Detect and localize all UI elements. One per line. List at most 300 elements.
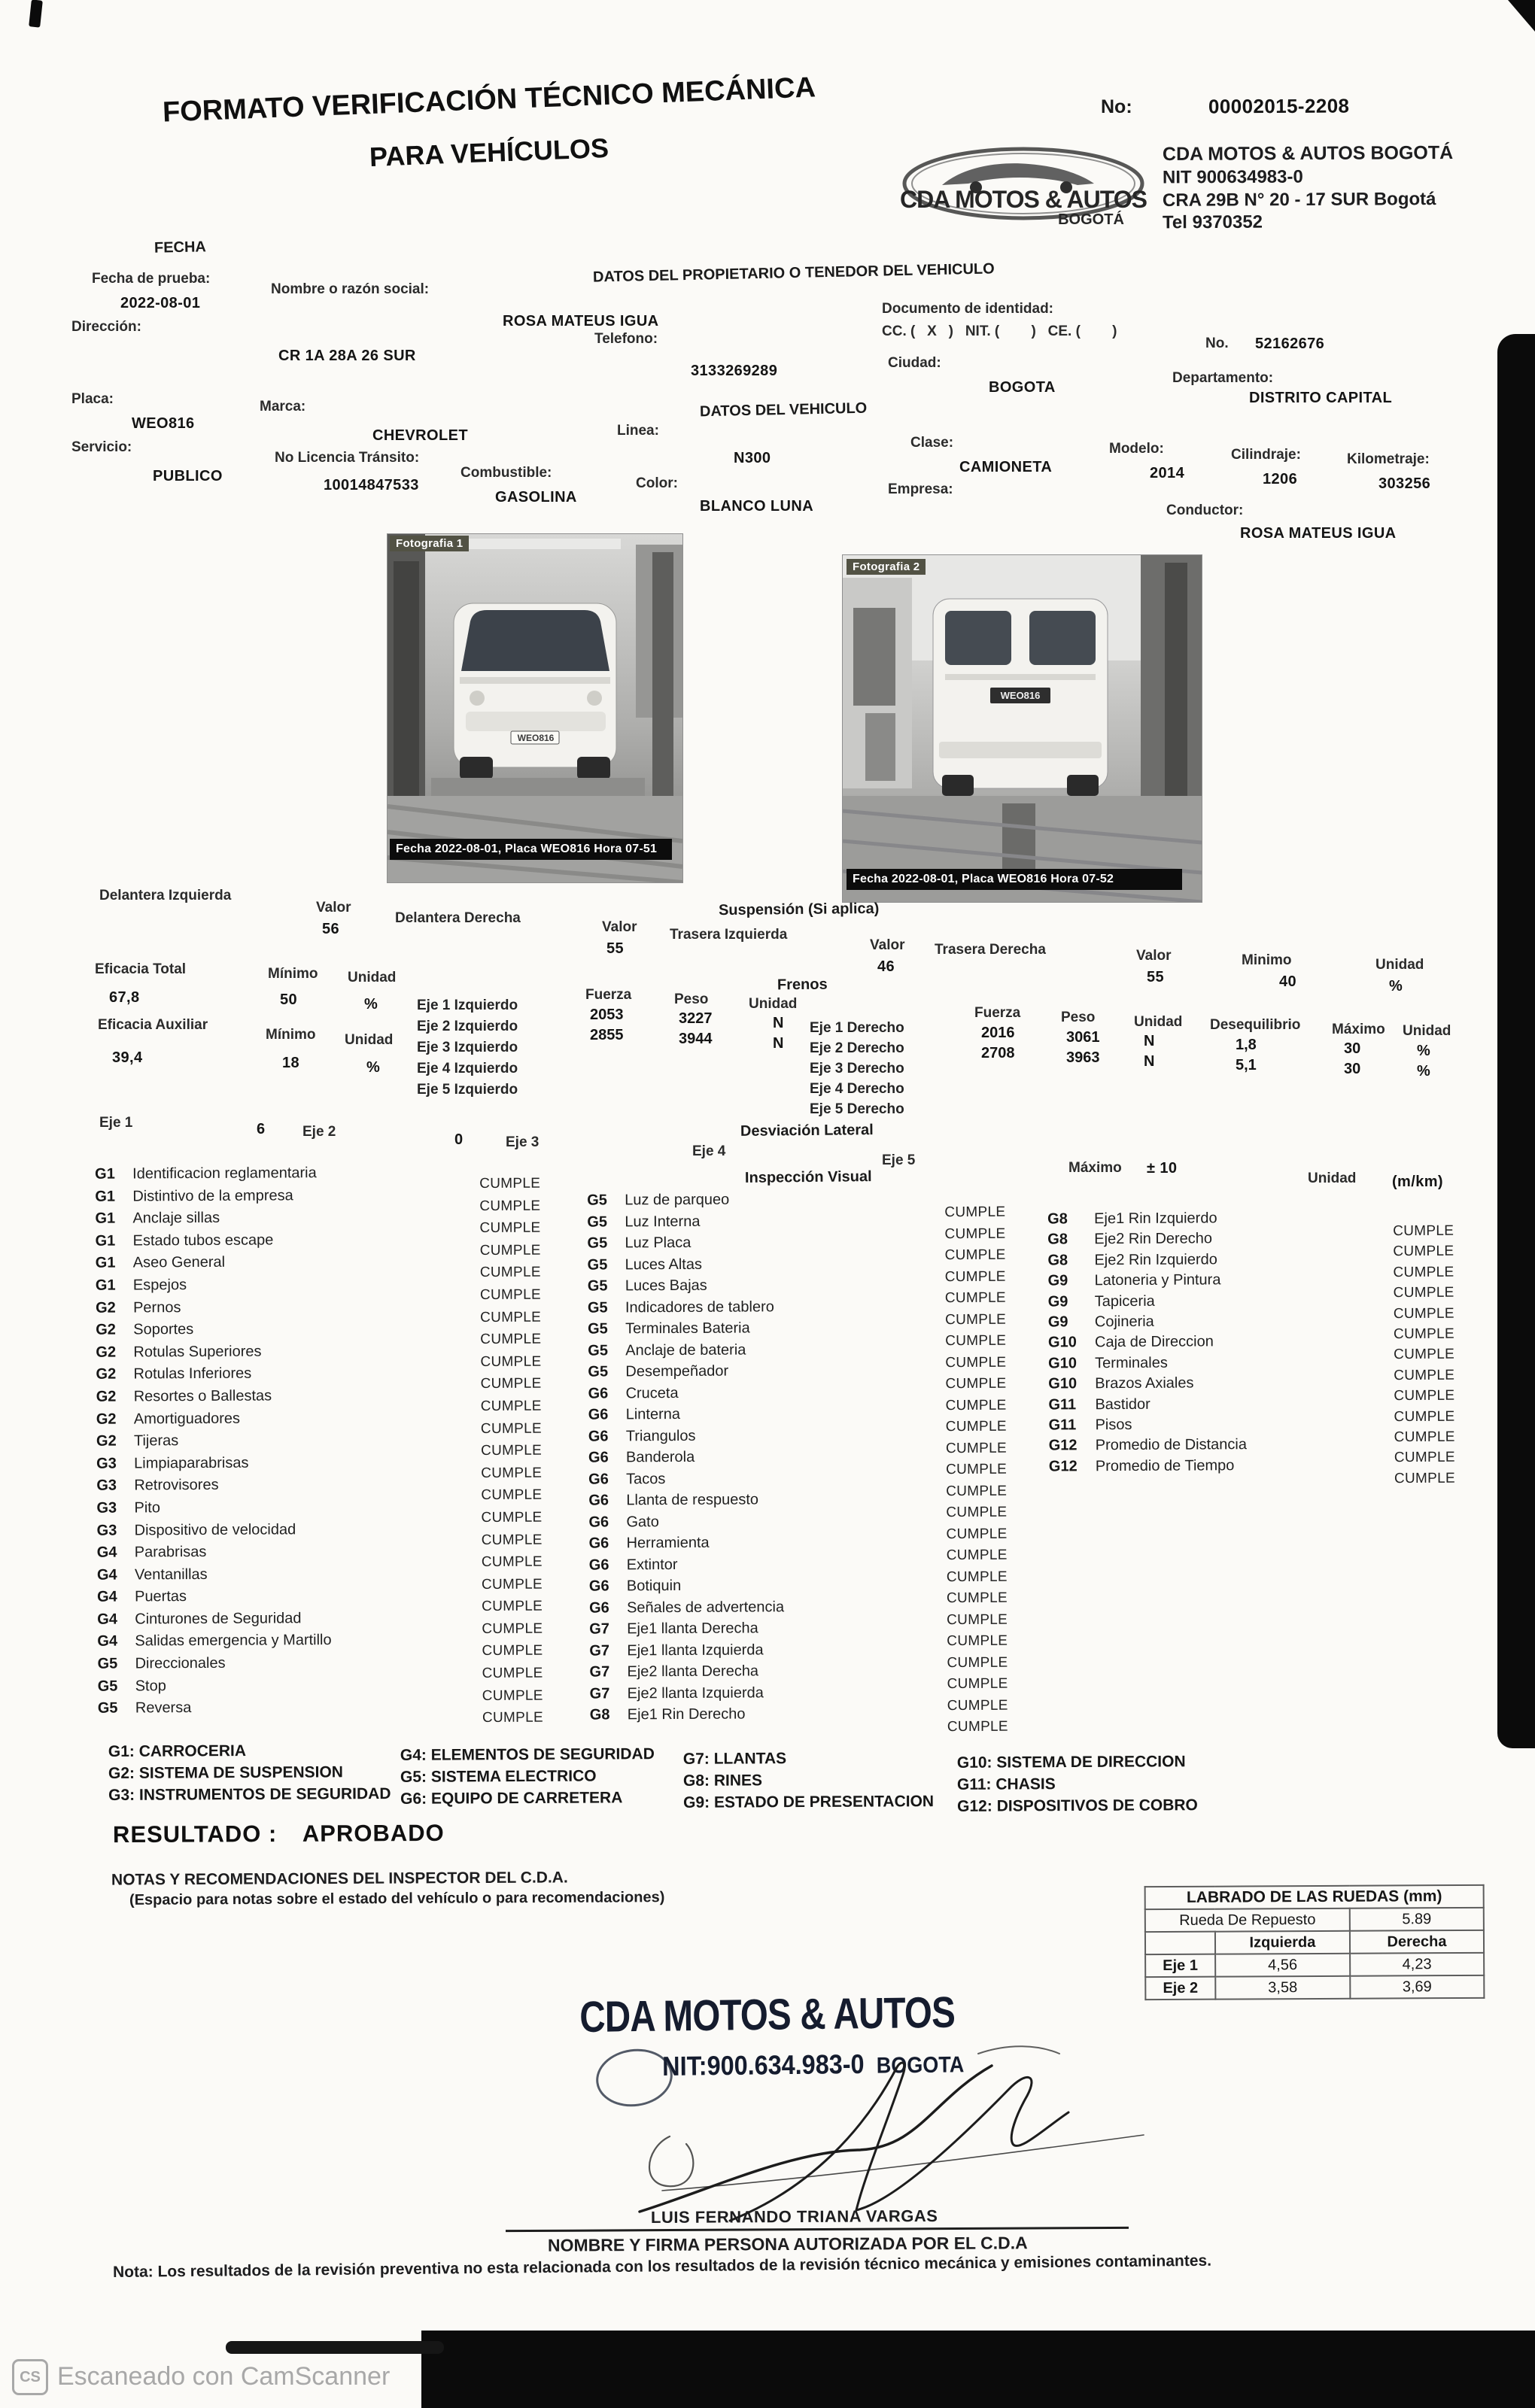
- brakes-unidad2-label: Unidad: [1403, 1023, 1451, 1039]
- inspection-item-label: Indicadores de tablero: [625, 1298, 774, 1316]
- company-phone: Tel 9370352: [1162, 211, 1263, 233]
- company-nit: NIT 900634983-0: [1162, 166, 1303, 188]
- desequilibrio-values: [1236, 1037, 1257, 1077]
- inspection-code: G2: [96, 1410, 117, 1428]
- deviation-title: Desviación Lateral: [740, 1122, 874, 1140]
- inspection-status: CUMPLE: [946, 1547, 1008, 1564]
- inspection-status: CUMPLE: [482, 1709, 543, 1726]
- tread-spare-label: Rueda De Repuesto: [1145, 1908, 1350, 1932]
- inspection-item-label: Rotulas Inferiores: [133, 1365, 252, 1383]
- logo-car-silhouette: [942, 163, 1094, 185]
- inspection-status: CUMPLE: [1394, 1367, 1455, 1383]
- inspection-status: CUMPLE: [481, 1442, 543, 1459]
- inspection-row: [587, 1254, 1054, 1285]
- inspection-item-label: Terminales: [1095, 1354, 1168, 1371]
- inspection-code: G1: [95, 1254, 116, 1272]
- deviation-eje1-label: Eje 1: [99, 1115, 133, 1131]
- inspection-item-label: Luces Altas: [625, 1256, 702, 1273]
- right-fuerza-1: 2016: [981, 1025, 1015, 1041]
- suspension-fr-label: Delantera Derecha: [395, 910, 521, 926]
- legend-item: G12: DISPOSITIVOS DE COBRO: [957, 1796, 1198, 1815]
- inspection-row: [587, 1297, 1054, 1328]
- inspection-status: CUMPLE: [944, 1247, 1006, 1264]
- inspection-code: G5: [587, 1256, 608, 1274]
- right-axle-list: [810, 1020, 904, 1122]
- inspection-item-label: Pisos: [1095, 1416, 1132, 1434]
- inspection-code: G3: [96, 1455, 117, 1472]
- conductor-value: ROSA MATEUS IGUA: [1240, 525, 1397, 542]
- telefono-value: 3133269289: [691, 363, 778, 379]
- inspection-status: CUMPLE: [480, 1398, 542, 1414]
- left-unidad-2: N: [773, 1035, 784, 1052]
- inspection-row: [95, 1207, 591, 1237]
- axle-label: Eje 3 Izquierdo: [417, 1040, 518, 1055]
- inspection-code: G6: [588, 1556, 609, 1574]
- inspection-code: G6: [588, 1535, 609, 1552]
- inspection-row: [96, 1453, 593, 1481]
- inspection-code: G12: [1048, 1437, 1078, 1454]
- ciudad-label: Ciudad:: [888, 355, 941, 371]
- brakes-maximo-label: Máximo: [1332, 1022, 1385, 1037]
- inspection-item-label: Amortiguadores: [133, 1410, 241, 1427]
- inspection-status: CUMPLE: [1393, 1222, 1454, 1240]
- inspection-status: CUMPLE: [946, 1590, 1008, 1607]
- documento-no-label: No.: [1205, 336, 1229, 351]
- inspection-row: [96, 1541, 594, 1571]
- ea-minimo-value: 18: [282, 1055, 300, 1071]
- combustible-label: Combustible:: [460, 465, 552, 481]
- inspection-status: CUMPLE: [479, 1219, 541, 1237]
- inspection-code: G6: [588, 1427, 609, 1445]
- inspection-row: [587, 1211, 1053, 1242]
- inspection-status: CUMPLE: [481, 1486, 543, 1504]
- inspection-row: [95, 1186, 591, 1214]
- inspection-code: G2: [96, 1344, 117, 1361]
- owner-section-title: DATOS DEL PROPIETARIO O TENEDOR DEL VEHICULO: [592, 260, 995, 286]
- direccion-value: CR 1A 28A 26 SUR: [278, 348, 416, 364]
- inspection-item-label: Latoneria y Pintura: [1094, 1271, 1221, 1289]
- inspection-row: [96, 1520, 594, 1548]
- placa-label: Placa:: [71, 391, 114, 407]
- inspection-item-label: Promedio de Distancia: [1095, 1436, 1247, 1454]
- direccion-label: Dirección:: [71, 319, 141, 335]
- departamento-value: DISTRITO CAPITAL: [1249, 390, 1393, 406]
- legend-item: G3: INSTRUMENTOS DE SEGURIDAD: [108, 1785, 391, 1804]
- left-fuerza-label: Fuerza: [585, 987, 632, 1003]
- inspection-code: G6: [588, 1449, 609, 1466]
- inspection-item-label: Parabrisas: [134, 1544, 207, 1561]
- axle-label: Eje 1 Izquierdo: [417, 998, 518, 1013]
- left-axle-list: [417, 998, 518, 1103]
- suspension-unidad-label: Unidad: [1375, 957, 1424, 973]
- left-fuerza-2: 2855: [590, 1027, 624, 1043]
- inspection-code: G1: [95, 1188, 116, 1205]
- tread-eje2-left: 3,58: [1215, 1976, 1350, 2000]
- inspection-status: CUMPLE: [482, 1643, 543, 1659]
- photo1-illustration: [388, 534, 682, 882]
- inspection-status: CUMPLE: [481, 1532, 543, 1548]
- inspection-code: G5: [588, 1320, 608, 1338]
- inspection-item-label: Resortes o Ballestas: [133, 1387, 272, 1405]
- inspection-item-label: Soportes: [133, 1321, 194, 1338]
- inspection-status: CUMPLE: [1394, 1408, 1455, 1425]
- deviation-unidad-value: (m/km): [1392, 1174, 1443, 1190]
- inspection-item-label: Espejos: [132, 1277, 187, 1294]
- inspection-code: G4: [97, 1633, 118, 1650]
- tread-header-right: Derecha: [1350, 1930, 1484, 1954]
- inspection-status: CUMPLE: [481, 1465, 543, 1481]
- inspection-status: CUMPLE: [947, 1654, 1008, 1671]
- departamento-label: Departamento:: [1172, 370, 1274, 386]
- signature-strokes: [617, 2031, 1174, 2234]
- axle-label: Eje 1 Derecho: [810, 1020, 904, 1036]
- inspection-code: G4: [96, 1544, 117, 1561]
- licencia-value: 10014847533: [324, 477, 419, 493]
- inspection-item-label: Llanta de respuesto: [626, 1491, 759, 1509]
- deviation-eje4-label: Eje 4: [692, 1143, 726, 1159]
- inspection-item-label: Tapiceria: [1094, 1292, 1155, 1310]
- legend-item: G2: SISTEMA DE SUSPENSION: [108, 1763, 343, 1782]
- inspection-column-2: [587, 1189, 1056, 1735]
- inspection-item-label: Gato: [626, 1513, 659, 1530]
- inspection-code: G5: [587, 1298, 608, 1316]
- inspection-status: CUMPLE: [481, 1509, 543, 1526]
- inspection-status: CUMPLE: [480, 1353, 542, 1370]
- inspection-code: G6: [588, 1599, 609, 1617]
- document-number-label: No:: [1101, 96, 1132, 117]
- inspection-status: CUMPLE: [480, 1309, 542, 1325]
- combustible-value: GASOLINA: [495, 489, 577, 506]
- linea-value: N300: [734, 450, 771, 466]
- eficacia-total-value: 67,8: [109, 989, 140, 1006]
- axle-label: Eje 5 Izquierdo: [417, 1082, 518, 1098]
- documento-numero: 52162676: [1255, 336, 1325, 352]
- inspection-code: G2: [95, 1299, 116, 1316]
- legend-item: G10: SISTEMA DE DIRECCION: [956, 1753, 1186, 1772]
- vehicle-photo-front: [387, 533, 683, 883]
- suspension-rl-label: Trasera Izquierda: [670, 927, 788, 943]
- tread-header-row: [1145, 1930, 1484, 1954]
- suspension-rr-value: 55: [1147, 969, 1165, 985]
- axle-label: Eje 4 Derecho: [810, 1081, 904, 1097]
- inspection-row: [589, 1704, 1056, 1735]
- legend-column-4: [957, 1753, 1198, 1820]
- tread-spare-value: 5.89: [1350, 1908, 1484, 1931]
- ea-unidad-label: Unidad: [345, 1032, 394, 1048]
- eficacia-auxiliar-value: 39,4: [112, 1049, 143, 1066]
- legend-item: G6: EQUIPO DE CARRETERA: [400, 1789, 623, 1808]
- legend-item: G1: CARROCERIA: [108, 1742, 247, 1760]
- company-logo: [897, 146, 1153, 229]
- ciudad-value: BOGOTA: [989, 379, 1056, 396]
- suspension-title: Suspensión (Si aplica): [718, 900, 880, 919]
- suspension-minimo-value: 40: [1279, 973, 1297, 990]
- inspection-code: G6: [588, 1513, 609, 1531]
- inspection-item-label: Anclaje sillas: [132, 1210, 220, 1227]
- inspection-item-label: Tacos: [626, 1470, 666, 1487]
- inspection-item-label: Stop: [135, 1677, 166, 1695]
- inspection-status: CUMPLE: [945, 1418, 1007, 1435]
- marca-label: Marca:: [260, 399, 306, 414]
- fecha-prueba-label: Fecha de prueba:: [92, 271, 211, 287]
- fecha-header: FECHA: [154, 238, 207, 257]
- licencia-label: No Licencia Tránsito:: [275, 450, 420, 466]
- tread-title: LABRADO DE LAS RUEDAS (mm): [1145, 1885, 1484, 1909]
- kilometraje-value: 303256: [1378, 475, 1431, 492]
- documento-label: Documento de identidad:: [882, 301, 1053, 317]
- legend-item: G8: RINES: [682, 1772, 763, 1790]
- inspection-row: [96, 1319, 592, 1348]
- inspection-item-label: Dispositivo de velocidad: [134, 1520, 296, 1538]
- inspection-status: CUMPLE: [1394, 1387, 1455, 1404]
- inspection-status: CUMPLE: [482, 1598, 543, 1615]
- inspection-code: G1: [95, 1232, 116, 1250]
- camscanner-icon-text: CS: [20, 2368, 41, 2385]
- suspension-minimo-label: Minimo: [1242, 952, 1292, 968]
- tread-table: [1144, 1884, 1485, 2000]
- deviation-unidad-label: Unidad: [1308, 1171, 1357, 1186]
- inspection-code: G9: [1047, 1272, 1068, 1289]
- inspection-row: [95, 1297, 592, 1325]
- left-peso-values: [679, 1010, 713, 1051]
- desequilibrio-1: 1,8: [1236, 1037, 1257, 1053]
- inspection-code: G4: [96, 1566, 117, 1584]
- left-peso-1: 3227: [679, 1010, 713, 1027]
- inspection-row: [588, 1554, 1056, 1585]
- notes-hint: (Espacio para notas sobre el estado del vehículo o para recomendaciones): [129, 1889, 665, 1908]
- cilindraje-label: Cilindraje:: [1231, 447, 1301, 463]
- inspection-code: G8: [1047, 1252, 1068, 1269]
- inspection-item-label: Eje1 Rin Izquierdo: [1094, 1210, 1217, 1228]
- legend-column-3: [683, 1749, 934, 1816]
- deviation-eje3-label: Eje 3: [506, 1134, 540, 1150]
- inspection-code: G4: [97, 1611, 117, 1628]
- inspection-code: G2: [96, 1432, 117, 1450]
- deviation-maximo-label: Máximo: [1068, 1160, 1122, 1176]
- deviation-eje2-value: 0: [454, 1131, 464, 1148]
- inspection-row: [588, 1597, 1056, 1628]
- deviation-eje1-value: 6: [257, 1121, 266, 1137]
- right-peso-1: 3061: [1066, 1029, 1100, 1046]
- inspection-code: G7: [589, 1641, 610, 1659]
- fecha-prueba-value: 2022-08-01: [120, 295, 201, 311]
- servicio-value: PUBLICO: [153, 468, 223, 484]
- deviation-eje5-label: Eje 5: [882, 1152, 916, 1168]
- tread-title-row: [1145, 1885, 1484, 1909]
- signer-name: LUIS FERNANDO TRIANA VARGAS: [650, 2206, 938, 2227]
- inspection-item-label: Tijeras: [133, 1432, 179, 1450]
- inspection-status: CUMPLE: [479, 1242, 541, 1259]
- inspection-code: G3: [96, 1477, 117, 1495]
- tread-eje1-label: Eje 1: [1145, 1954, 1215, 1977]
- marca-value: CHEVROLET: [372, 427, 468, 444]
- axle-label: Eje 3 Derecho: [810, 1061, 904, 1076]
- inspection-row: [97, 1675, 594, 1704]
- modelo-label: Modelo:: [1109, 441, 1164, 457]
- inspection-item-label: Reversa: [135, 1699, 192, 1717]
- inspection-item-label: Retrovisores: [134, 1477, 219, 1494]
- suspension-fr-value: 55: [606, 940, 625, 957]
- inspection-item-label: Pernos: [132, 1298, 181, 1316]
- suspension-valor-label-1: Valor: [316, 900, 351, 916]
- result-label: RESULTADO :: [112, 1820, 278, 1848]
- inspection-row: [97, 1608, 594, 1637]
- inspection-row: [96, 1564, 594, 1593]
- inspection-row: [588, 1468, 1055, 1499]
- inspection-code: G9: [1047, 1292, 1068, 1310]
- inspection-row: [96, 1475, 593, 1504]
- notes-title: NOTAS Y RECOMENDACIONES DEL INSPECTOR DEL C.D.A.: [111, 1869, 568, 1889]
- inspection-status: CUMPLE: [1393, 1264, 1454, 1280]
- signer-role: NOMBRE Y FIRMA PERSONA AUTORIZADA POR EL C.D.A: [547, 2233, 1028, 2255]
- conductor-label: Conductor:: [1166, 503, 1244, 518]
- inspection-code: G1: [95, 1165, 115, 1183]
- brakes-unidad2-1: %: [1417, 1043, 1430, 1059]
- inspection-status: CUMPLE: [947, 1718, 1008, 1735]
- right-unidad-values: [1144, 1033, 1154, 1073]
- left-peso-2: 3944: [679, 1031, 713, 1047]
- inspection-code: G2: [96, 1321, 116, 1338]
- inspection-code: G7: [589, 1663, 610, 1681]
- tread-eje2-label: Eje 2: [1145, 1977, 1215, 2000]
- inspection-code: G10: [1048, 1375, 1078, 1392]
- inspection-code: G5: [97, 1699, 118, 1717]
- axle-label: Eje 4 Izquierdo: [417, 1061, 518, 1076]
- inspection-item-label: Aseo General: [132, 1254, 226, 1271]
- inspection-code: G6: [588, 1406, 609, 1423]
- ea-unidad-value: %: [366, 1059, 381, 1076]
- desequilibrio-2: 5,1: [1236, 1057, 1257, 1073]
- inspection-status: CUMPLE: [482, 1620, 543, 1637]
- cilindraje-value: 1206: [1263, 471, 1298, 487]
- inspection-status: CUMPLE: [944, 1225, 1006, 1242]
- inspection-item-label: Estado tubos escape: [132, 1231, 274, 1250]
- scan-bottom-smear: [226, 2341, 444, 2354]
- brakes-title: Frenos: [777, 976, 828, 994]
- inspection-code: G8: [1047, 1210, 1068, 1228]
- inspection-status: CUMPLE: [479, 1198, 541, 1214]
- suspension-fl-label: Delantera Izquierda: [99, 888, 232, 903]
- inspection-status: CUMPLE: [946, 1483, 1008, 1499]
- legend-column-2: [400, 1745, 655, 1812]
- inspection-code: G1: [95, 1210, 116, 1227]
- inspection-status: CUMPLE: [944, 1289, 1006, 1307]
- legend-column-1: [108, 1741, 391, 1808]
- inspection-row: [97, 1698, 594, 1726]
- inspection-code: G7: [589, 1620, 609, 1638]
- inspection-status: CUMPLE: [479, 1286, 542, 1304]
- inspection-code: G3: [96, 1499, 117, 1517]
- inspection-status: CUMPLE: [945, 1397, 1007, 1414]
- inspection-row: [97, 1653, 594, 1682]
- inspection-item-label: Extintor: [626, 1556, 678, 1573]
- inspection-status: CUMPLE: [1393, 1305, 1454, 1322]
- inspection-item-label: Eje1 Rin Derecho: [627, 1705, 746, 1723]
- placa-value: WEO816: [132, 415, 195, 432]
- inspection-item-label: Banderola: [625, 1448, 695, 1466]
- brakes-maximo-1: 30: [1344, 1040, 1361, 1057]
- svg-text:WEO816: WEO816: [517, 733, 555, 743]
- ea-minimo-label: Mínimo: [266, 1027, 316, 1043]
- right-fuerza-label: Fuerza: [974, 1005, 1021, 1021]
- inspection-row: [97, 1587, 594, 1615]
- camscanner-icon: [12, 2359, 48, 2395]
- legend-item: G9: ESTADO DE PRESENTACION: [683, 1793, 935, 1811]
- inspection-row: [95, 1274, 592, 1304]
- inspection-item-label: Eje2 Rin Izquierdo: [1094, 1251, 1217, 1268]
- tread-row-eje2: [1145, 1975, 1484, 2000]
- inspection-item-label: Señales de advertencia: [626, 1598, 785, 1616]
- inspection-status: CUMPLE: [946, 1461, 1008, 1478]
- company-address: CRA 29B N° 20 - 17 SUR Bogotá: [1162, 189, 1436, 211]
- inspection-code: G7: [589, 1684, 610, 1702]
- inspection-code: G3: [96, 1522, 117, 1539]
- inspection-code: G5: [587, 1192, 607, 1209]
- inspection-code: G8: [1047, 1231, 1068, 1248]
- document-title-line2: PARA VEHÍCULOS: [369, 132, 609, 173]
- right-unidad-1: N: [1144, 1033, 1155, 1049]
- inspection-status: CUMPLE: [946, 1568, 1008, 1585]
- scan-artifact-top-left: [29, 0, 43, 28]
- inspection-status: CUMPLE: [480, 1375, 542, 1392]
- right-peso-2: 3963: [1066, 1049, 1100, 1066]
- empresa-label: Empresa:: [888, 481, 953, 497]
- inspection-row: [588, 1532, 1056, 1564]
- document-title-line1: FORMATO VERIFICACIÓN TÉCNICO MECÁNICA: [162, 71, 816, 129]
- color-label: Color:: [636, 475, 678, 491]
- inspection-code: G1: [95, 1277, 116, 1294]
- vehicle-photo-rear: [842, 554, 1202, 903]
- suspension-fl-value: 56: [322, 921, 340, 937]
- inspection-code: G12: [1048, 1458, 1078, 1475]
- inspection-row: [587, 1189, 1053, 1221]
- tread-eje1-right: 4,23: [1350, 1953, 1484, 1976]
- scan-artifact-top-right: [1508, 0, 1535, 32]
- photo2-caption: Fecha 2022-08-01, Placa WEO816 Hora 07-52: [847, 869, 1182, 890]
- inspection-row: [95, 1163, 591, 1192]
- inspection-item-label: Eje2 Rin Derecho: [1094, 1230, 1213, 1248]
- inspection-column-1: [95, 1163, 594, 1726]
- inspection-item-label: Puertas: [135, 1588, 187, 1605]
- left-unidad-values: [773, 1015, 783, 1055]
- inspection-status: CUMPLE: [947, 1611, 1008, 1628]
- servicio-label: Servicio:: [71, 439, 132, 455]
- inspection-item-label: Luz Placa: [625, 1234, 692, 1252]
- suspension-unidad-value: %: [1389, 978, 1403, 994]
- company-name: CDA MOTOS & AUTOS BOGOTÁ: [1162, 141, 1454, 165]
- left-peso-label: Peso: [674, 991, 709, 1007]
- inspection-item-label: Caja de Direccion: [1094, 1333, 1214, 1351]
- inspection-item-label: Distintivo de la empresa: [132, 1186, 293, 1205]
- stamp-line1: CDA MOTOS & AUTOS: [579, 1987, 956, 2042]
- eficacia-total-label: Eficacia Total: [95, 961, 187, 977]
- inspection-code: G9: [1047, 1313, 1068, 1331]
- inspection-row: [96, 1341, 592, 1370]
- color-value: BLANCO LUNA: [700, 498, 814, 515]
- clase-value: CAMIONETA: [959, 459, 1053, 475]
- inspection-status: CUMPLE: [479, 1265, 541, 1281]
- inspection-item-label: Rotulas Superiores: [133, 1343, 262, 1361]
- documento-tipos: CC. ( X ) NIT. ( ) CE. ( ): [882, 323, 1117, 339]
- inspection-status: CUMPLE: [482, 1665, 543, 1682]
- suspension-valor-label-2: Valor: [602, 919, 637, 935]
- inspection-item-label: Desempeñador: [625, 1362, 729, 1380]
- inspection-row: [588, 1511, 1055, 1542]
- result-line: [113, 1820, 445, 1848]
- inspection-status: CUMPLE: [945, 1354, 1007, 1371]
- inspection-status: CUMPLE: [946, 1504, 1008, 1521]
- inspection-item-label: Triangulos: [625, 1427, 696, 1444]
